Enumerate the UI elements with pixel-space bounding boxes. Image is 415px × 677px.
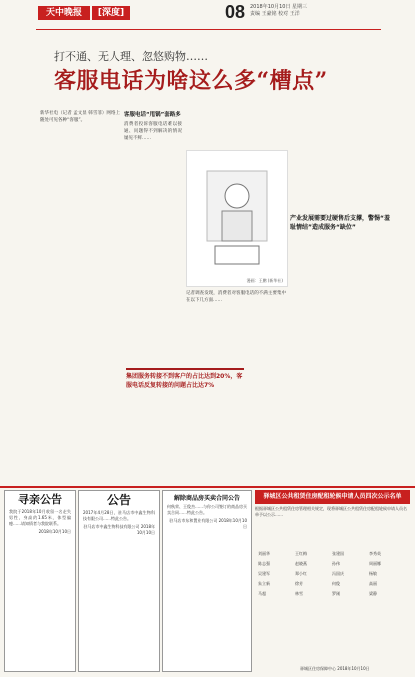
column-subhead: 客服电话“甩锅”套路多	[124, 112, 181, 118]
column-text: 记者调查发现，消费者对客服电话的不满主要集中在以下几方面……	[186, 291, 286, 303]
date-line: 2018年10月10日 星期三	[250, 4, 308, 10]
applicant-name: 高丽	[369, 581, 377, 586]
pull-quote: 集团服务转接不到客户的占比达到20%，客服电话反复转接的问题占比达7%	[126, 373, 243, 389]
applicant-name: 郑小红	[295, 571, 307, 576]
ad-body: 2017年4月28日，驻马店市中鑫生物科技有限公司……特此公告。	[83, 510, 155, 521]
applicant-name: 冯国庆	[332, 571, 344, 576]
applicant-name: 何俊	[332, 581, 340, 586]
applicant-name: 罗刚	[332, 591, 340, 596]
applicant-name: 刘丽华	[258, 551, 270, 556]
article-kicker: 打不通、无人理、忽悠购物……	[54, 50, 208, 63]
ad-notice	[78, 490, 160, 672]
article-column-2	[124, 110, 182, 365]
applicant-name: 林雪	[295, 591, 303, 596]
ad-title: 寻亲公告	[18, 493, 62, 506]
illustration-caption: 漫画：王鹏 (新华社)	[246, 278, 283, 283]
ad-signature: 2018年10月10日	[38, 529, 71, 534]
ad-title: 解除商品房买卖合同公告	[173, 495, 240, 502]
applicant-name: 吴建军	[258, 571, 270, 576]
article-illustration	[186, 150, 288, 287]
applicant-name-grid	[258, 550, 408, 670]
right-subhead: 产业发展需要过硬售后支撑，警惕“羞耻情结”造成服务“缺位”	[290, 215, 390, 231]
applicant-name: 周丽娜	[369, 561, 381, 566]
header-rule	[36, 29, 381, 30]
applicant-name: 孙伟	[332, 561, 340, 566]
applicant-name: 陈志强	[258, 561, 270, 566]
ad-body: 何秋荣、王俊杰……与你公司签订的商品房买卖合同……特此公告。	[167, 504, 247, 515]
applicant-name: 朱立新	[258, 581, 270, 586]
ad-signature: 驻马店市东和置业有限公司 2018年10月10日	[169, 518, 247, 529]
announcement-body: 根据驿城区公共租赁住房管理相关规定，现将驿城区公共租赁住房配租轮候申请人员名单予以公示……	[255, 506, 407, 517]
article-column-1	[40, 110, 120, 480]
newspaper-logo: 天中晚报	[38, 6, 90, 20]
editor-line: 责编 王豪铭 校对 王洋	[250, 11, 300, 17]
applicant-name: 马超	[258, 591, 266, 596]
pull-quote-rule	[126, 368, 244, 370]
column-text: 消费者投诉客服电话难以接通、问题得不到解决的情况屡见不鲜……	[124, 122, 182, 141]
ad-body: 我院于2018年10月收留一名走失男性，身高约1.65米，体型偏瘦……请知情者与我院联系。	[9, 509, 71, 526]
ad-contract-termination	[162, 490, 252, 672]
column-text: 新华社电（记者 孟文显 韩雪菲）网络上随处可见各种“客服”。	[40, 111, 120, 123]
page-number: 08	[225, 2, 246, 22]
ad-title: 公告	[106, 493, 131, 507]
applicant-name: 张建国	[332, 551, 344, 556]
issue-meta	[250, 4, 307, 18]
applicant-name: 梁静	[369, 591, 377, 596]
ad-signature: 驻马店市中鑫生物科技有限公司 2018年10月10日	[83, 524, 155, 535]
ad-section-divider	[0, 486, 415, 488]
applicant-name: 杨敏	[369, 571, 377, 576]
announcement-title: 驿城区公共租赁住房配租轮候申请人员四次公示名单	[255, 490, 410, 504]
applicant-name: 赵晓燕	[295, 561, 307, 566]
cartoon-image	[187, 151, 287, 286]
announcement-signature: 驿城区住房保障中心 2018年10月10日	[300, 666, 370, 671]
applicant-name: 徐芳	[295, 581, 303, 586]
applicant-name: 李秀英	[369, 551, 381, 556]
ad-missing-person	[4, 490, 76, 672]
section-tag: [深度]	[92, 6, 130, 20]
applicant-name: 王红梅	[295, 551, 307, 556]
masthead	[0, 0, 415, 40]
article-headline: 客服电话为啥这么多“槽点”	[54, 68, 328, 94]
